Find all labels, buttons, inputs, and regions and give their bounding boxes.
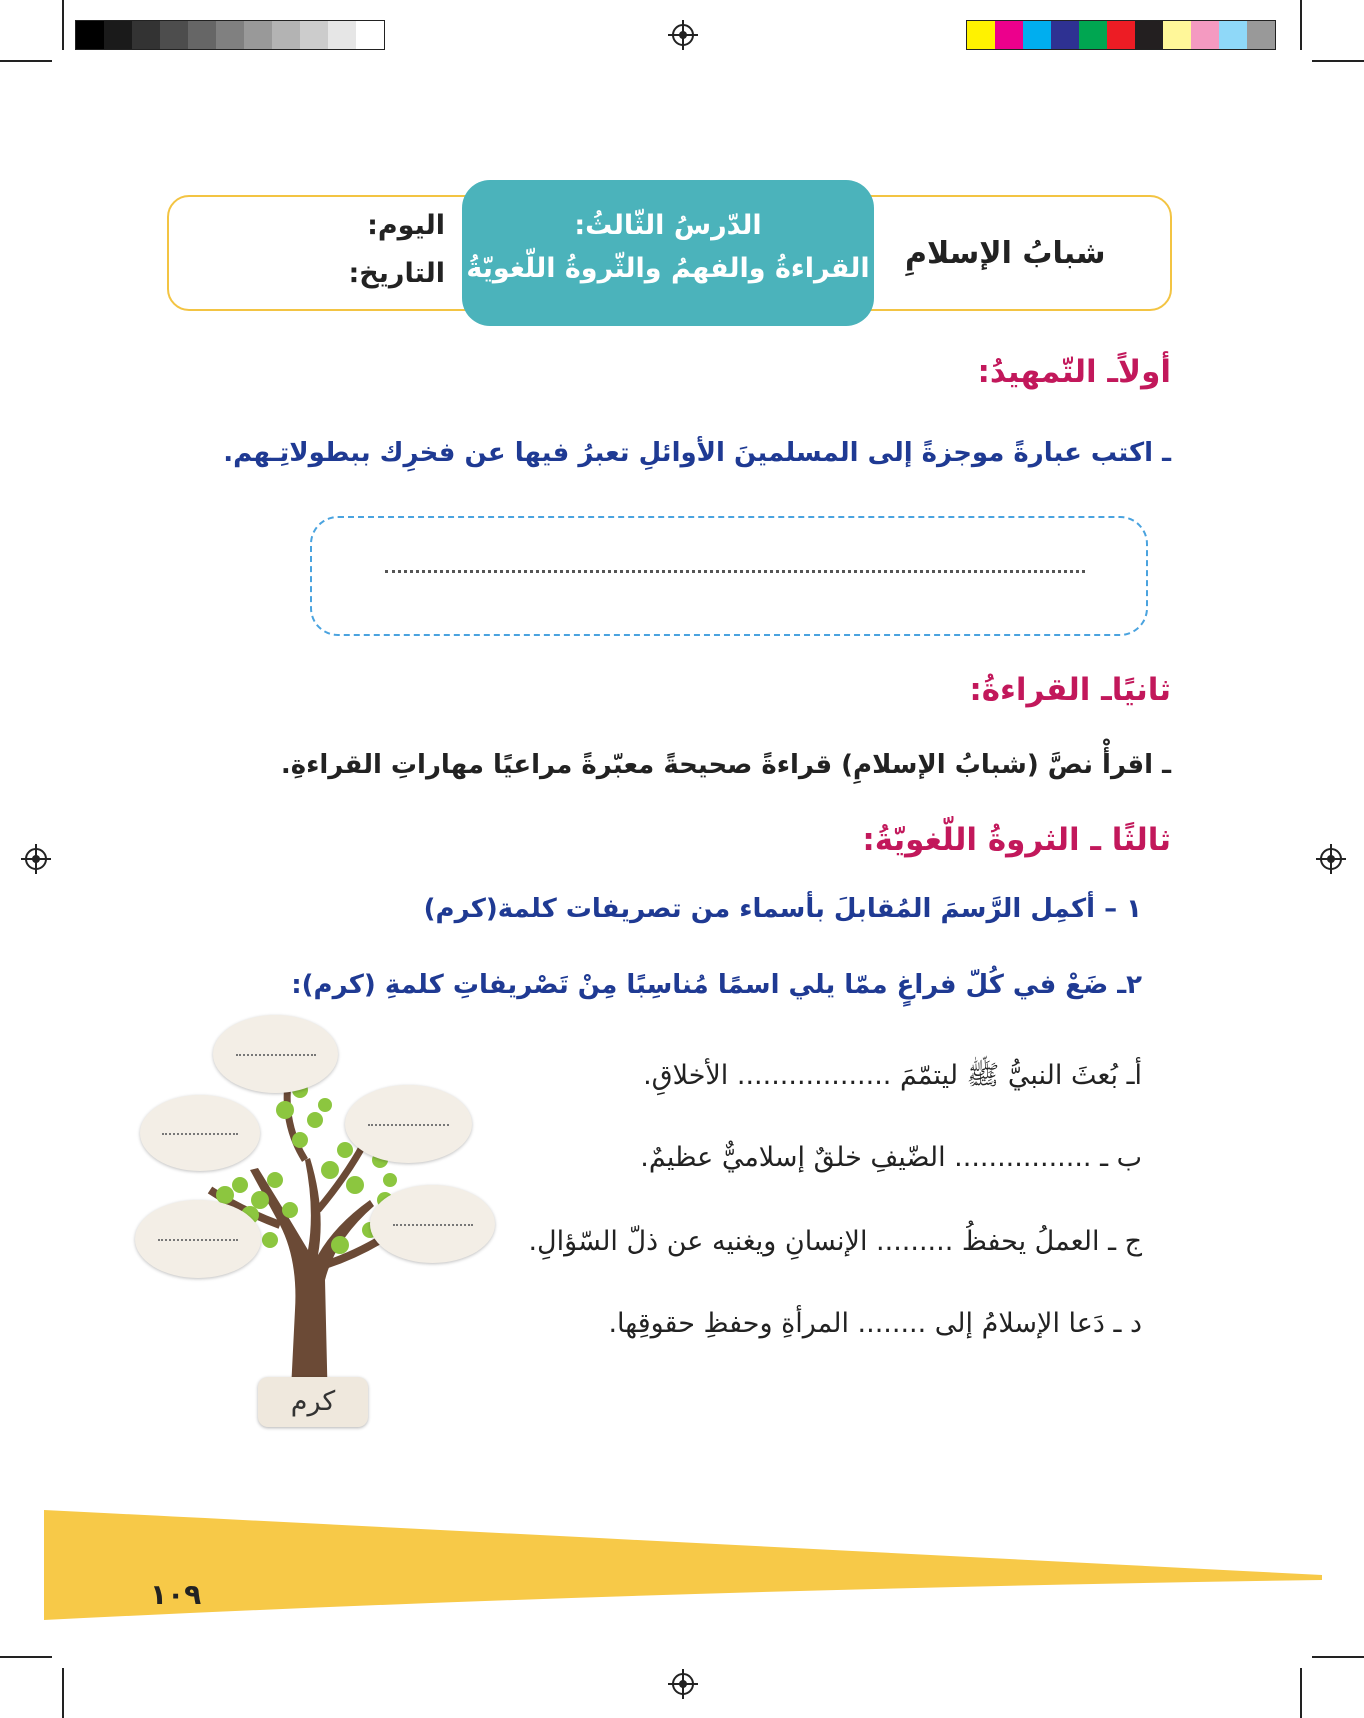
color-swatch bbox=[967, 21, 995, 49]
crop-mark bbox=[1312, 60, 1364, 62]
registration-mark-icon bbox=[672, 1673, 694, 1695]
color-swatch bbox=[1107, 21, 1135, 49]
reading-instruction: ـ اقرأْ نصَّ (شبابُ الإسلامِ) قراءةً صحيحةً معبّرةً مراعيًا مهاراتِ القراءةِ. bbox=[280, 750, 1171, 780]
tree-bubble-bottom-left[interactable] bbox=[135, 1200, 261, 1278]
crop-mark bbox=[0, 1656, 52, 1658]
fill-sentence-b: ب ـ ................ الضّيفِ خلقٌ إسلاميٌّ عظيمٌ. bbox=[640, 1142, 1142, 1173]
gray-swatch bbox=[272, 21, 300, 49]
registration-mark-icon bbox=[672, 24, 694, 46]
intro-instruction: ـ اكتب عبارةً موجزةً إلى المسلمينَ الأوائلِ تعبرُ فيها عن فخرِك ببطولاتِـهم. bbox=[223, 438, 1171, 468]
gray-swatch bbox=[300, 21, 328, 49]
gray-swatch bbox=[244, 21, 272, 49]
tree-bubble-right[interactable] bbox=[345, 1085, 472, 1163]
registration-mark-icon bbox=[25, 848, 47, 870]
gray-swatch bbox=[356, 21, 384, 49]
gray-swatch bbox=[104, 21, 132, 49]
crop-mark bbox=[1300, 1668, 1302, 1718]
color-swatch bbox=[995, 21, 1023, 49]
lesson-title: شبابُ الإسلامِ bbox=[905, 236, 1106, 271]
color-swatch bbox=[1023, 21, 1051, 49]
date-label: التاريخ: bbox=[348, 258, 445, 289]
crop-mark bbox=[1312, 1656, 1364, 1658]
crop-mark bbox=[62, 0, 64, 50]
gray-swatch bbox=[328, 21, 356, 49]
day-label: اليوم: bbox=[367, 210, 445, 241]
section-heading-vocabulary: ثالثًا ـ الثروةُ اللّغويّةُ: bbox=[862, 822, 1171, 858]
tree-bubble-left[interactable] bbox=[140, 1095, 260, 1171]
vocabulary-item-1: ١ – أكمِل الرَّسمَ المُقابلَ بأسماء من تصريفات كلمة(كرم) bbox=[423, 894, 1142, 924]
vocabulary-item-2: ٢ـ ضَعْ في كُلّ فراغٍ ممّا يلي اسمًا مُناسِبًا مِنْ تَصْريفاتِ كلمةِ (كرم): bbox=[291, 970, 1142, 1000]
color-calibration-bar bbox=[966, 20, 1276, 50]
fill-sentence-a: أـ بُعثَ النبيُّ ﷺ ليتمّمَ .................. الأخلاقِ. bbox=[643, 1060, 1142, 1091]
lesson-subject: القراءةُ والفهمُ والثّروةُ اللّغويّةُ bbox=[466, 253, 870, 284]
crop-mark bbox=[0, 60, 52, 62]
crop-mark bbox=[62, 1668, 64, 1718]
gray-swatch bbox=[160, 21, 188, 49]
gray-swatch bbox=[188, 21, 216, 49]
tree-bubble-top[interactable] bbox=[213, 1015, 338, 1093]
color-swatch bbox=[1247, 21, 1275, 49]
gray-swatch bbox=[132, 21, 160, 49]
crop-mark bbox=[1300, 0, 1302, 50]
color-swatch bbox=[1191, 21, 1219, 49]
answer-line[interactable] bbox=[385, 560, 1085, 573]
registration-mark-icon bbox=[1320, 848, 1342, 870]
color-swatch bbox=[1051, 21, 1079, 49]
lesson-number: الدّرسُ الثّالثُ: bbox=[574, 210, 762, 241]
grayscale-calibration-bar bbox=[75, 20, 385, 50]
gray-swatch bbox=[216, 21, 244, 49]
color-swatch bbox=[1135, 21, 1163, 49]
lesson-badge bbox=[462, 180, 874, 326]
tree-root-word: كرم bbox=[258, 1377, 368, 1427]
color-swatch bbox=[1219, 21, 1247, 49]
page-number: ١٠٩ bbox=[150, 1578, 202, 1611]
answer-box bbox=[310, 516, 1148, 636]
gray-swatch bbox=[76, 21, 104, 49]
section-heading-intro: أولاًـ التّمهيدُ: bbox=[977, 354, 1171, 390]
color-swatch bbox=[1079, 21, 1107, 49]
tree-bubble-bottom-right[interactable] bbox=[370, 1185, 495, 1263]
footer-band bbox=[44, 1510, 1322, 1620]
fill-sentence-d: د ـ دَعا الإسلامُ إلى ........ المرأةِ وحفظِ حقوقِها. bbox=[608, 1308, 1142, 1339]
color-swatch bbox=[1163, 21, 1191, 49]
section-heading-reading: ثانيًاـ القراءةُ: bbox=[969, 672, 1171, 708]
fill-sentence-c: ج ـ العملُ يحفظُ ......... الإنسانِ ويغنيه عن ذلّ السّؤالِ. bbox=[528, 1226, 1142, 1257]
